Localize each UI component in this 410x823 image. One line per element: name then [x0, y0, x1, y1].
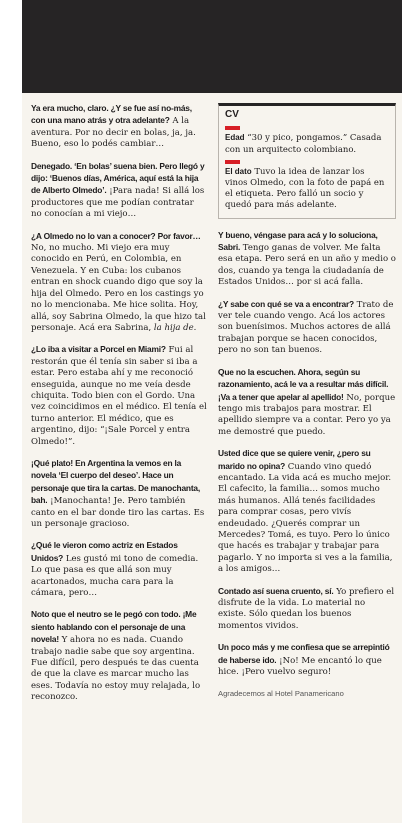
- qa-paragraph: [218, 367, 396, 438]
- question: Noto que el neutro se le pegó con todo. ¡Me siento hablando con el personaje de una novela!: [31, 609, 197, 645]
- cv-title: CV: [225, 109, 239, 120]
- answer: Fui al restorán que él tenía sin saber si iba a estar. Pero estaba ahí y me reconoció enseguida, aunque no me veía desde chiquita. Todo bien con el Gordo. Una vez coincidimos en el médico. El tenía el turno anterior. El médico, que es argentino, dijo: “¡Sale Porcel y entra Olmedo!”.: [31, 345, 207, 447]
- question: Un poco más y me confiesa que se arrepintió de haberse ido.: [218, 642, 390, 665]
- answer: ¡Manochanta! Je. Pero también canto en el bar donde tiro las cartas. Es un personaje gracioso.: [31, 496, 205, 529]
- qa-paragraph: [31, 103, 207, 151]
- question: Denegado. ‘En bolas’ suena bien. Pero llegó y dijo: ‘Buenos días, América, aquí está la hija de Alberto Olmedo’.: [31, 160, 205, 196]
- answer: Tengo ganas de volver. Me falta esa etapa. Pero será en un año y medio o dos, cuando ya tenga la ciudadanía de Estados Unidos… por si acá falla.: [218, 243, 396, 288]
- question: Que no la escuchen. Ahora, según su razonamiento, acá le va a resultar más difícil. ¡Va a tener que apelar al apellido!: [218, 366, 389, 402]
- credit-line: Agradecemos al Hotel Panamericano: [218, 689, 344, 699]
- qa-paragraph: [218, 448, 396, 575]
- question: Y bueno, véngase para acá y lo soluciona, Sabri.: [218, 229, 378, 253]
- magazine-page: [22, 0, 402, 823]
- cv-text: Tuvo la idea de lanzar los vinos Olmedo, con la foto de papá en el etiqueta. Pero falló un socio y quedó para más adelante.: [225, 166, 385, 211]
- answer: Y ahora no es nada. Cuando trabajo nadie sabe que soy argentina. Fue difícil, pero después te das cuenta de que la clave es marcar mucho las eses. Todavía no estoy muy relajada, lo reconozco.: [31, 635, 201, 703]
- qa-paragraph: [31, 161, 207, 221]
- qa-paragraph: [31, 540, 207, 599]
- cv-label: El dato: [225, 166, 252, 176]
- left-column: [31, 103, 207, 714]
- qa-paragraph: [31, 344, 207, 448]
- question: Ya era mucho, claro. ¿Y se fue así no-más, con una mano atrás y otra adelante?: [31, 103, 192, 126]
- header-band: [22, 0, 402, 93]
- question: ¿A Olmedo no lo van a conocer? Por favor…: [31, 230, 201, 241]
- red-marker: [225, 126, 240, 130]
- question: ¡Qué plato! En Argentina la vemos en la novela ‘El cuerpo del deseo’. Hace un personaje que tira la cartas. De manochanta, bah.: [31, 457, 201, 506]
- red-marker: [225, 160, 240, 164]
- cv-label: Edad: [225, 133, 245, 143]
- question: Usted dice que se quiere venir, ¿pero su marido no opina?: [218, 448, 371, 471]
- qa-paragraph: [218, 230, 396, 289]
- question: Contado así suena cruento, sí.: [218, 585, 334, 596]
- cv-text: “30 y pico, pongamos.” Casada con un arquitecto colombiano.: [225, 133, 382, 155]
- cv-entry-age: [225, 132, 389, 155]
- answer: Les gustó mi tono de comedia. Lo que pasa es que allá son muy acartonados, mucha cara para la cámara, pero…: [31, 553, 199, 599]
- question: ¿Qué le vieron como actriz en Estados Unidos?: [31, 540, 178, 563]
- answer: ¡Para nada! Si allá los productores que me podían contratar no conocían a mi viejo…: [31, 186, 205, 220]
- cv-entry-fact: [225, 166, 389, 212]
- answer: Yo prefiero el disfrute de la vida. Lo material no existe. Sólo quedan los buenos momentos vividos.: [218, 586, 395, 631]
- qa-paragraph: [31, 609, 207, 703]
- answer: Trato de ver tele cuando vengo. Acá los actores son buenísimos. Muchos actores de allá trabajan porque se hacen conocidos, pero no son tan buenos.: [218, 299, 394, 356]
- qa-paragraph: [31, 458, 207, 530]
- qa-paragraph: [218, 586, 396, 633]
- cv-box: [218, 103, 396, 219]
- question: ¿Y sabe con qué se va a encontrar?: [218, 298, 354, 309]
- answer: No, porque tengo mis trabajos para mostrar. El apellido siempre va a contar. Pero yo ya me demostré que puedo.: [218, 392, 396, 437]
- qa-paragraph: [218, 642, 396, 678]
- question: ¿Lo iba a visitar a Porcel en Miami?: [31, 344, 166, 355]
- answer: No, no mucho. Mi viejo era muy conocido en Perú, en Colombia, en Venezuela. Y en Cuba: los cubanos entran en shock cuando digo que soy la hija del Olmedo. Pero en los castings yo no lo mencionaba. Me hice solita. Hoy, allá, soy Sabrina Olmedo, la que hizo tal personaje. Acá era Sabrina,: [31, 243, 206, 333]
- qa-paragraph: [218, 299, 396, 357]
- answer: Cuando vino quedó encantado. La vida acá es mucho mejor. El cafecito, la familia… somos mucho más humanos. Allá tenés facilidades para comprar cosas, pero vivís endeudado. ¿Querés comprar un Mercedes? Tomá, es tuyo. Pero lo único que hacés es trabajar y trabajar para pagarlo. Y no importa si ves a la familia, a los amigos…: [218, 461, 393, 575]
- right-column: [218, 103, 396, 700]
- answer: A la aventura. Por no decir en bolas, ja, ja. Bueno, eso lo podés cambiar…: [31, 116, 196, 150]
- qa-paragraph: [31, 231, 207, 335]
- answer: ¡No! Me encantó lo que hice. ¡Pero vuelvo seguro!: [218, 655, 382, 678]
- answer-italic: la hija de.: [153, 322, 197, 333]
